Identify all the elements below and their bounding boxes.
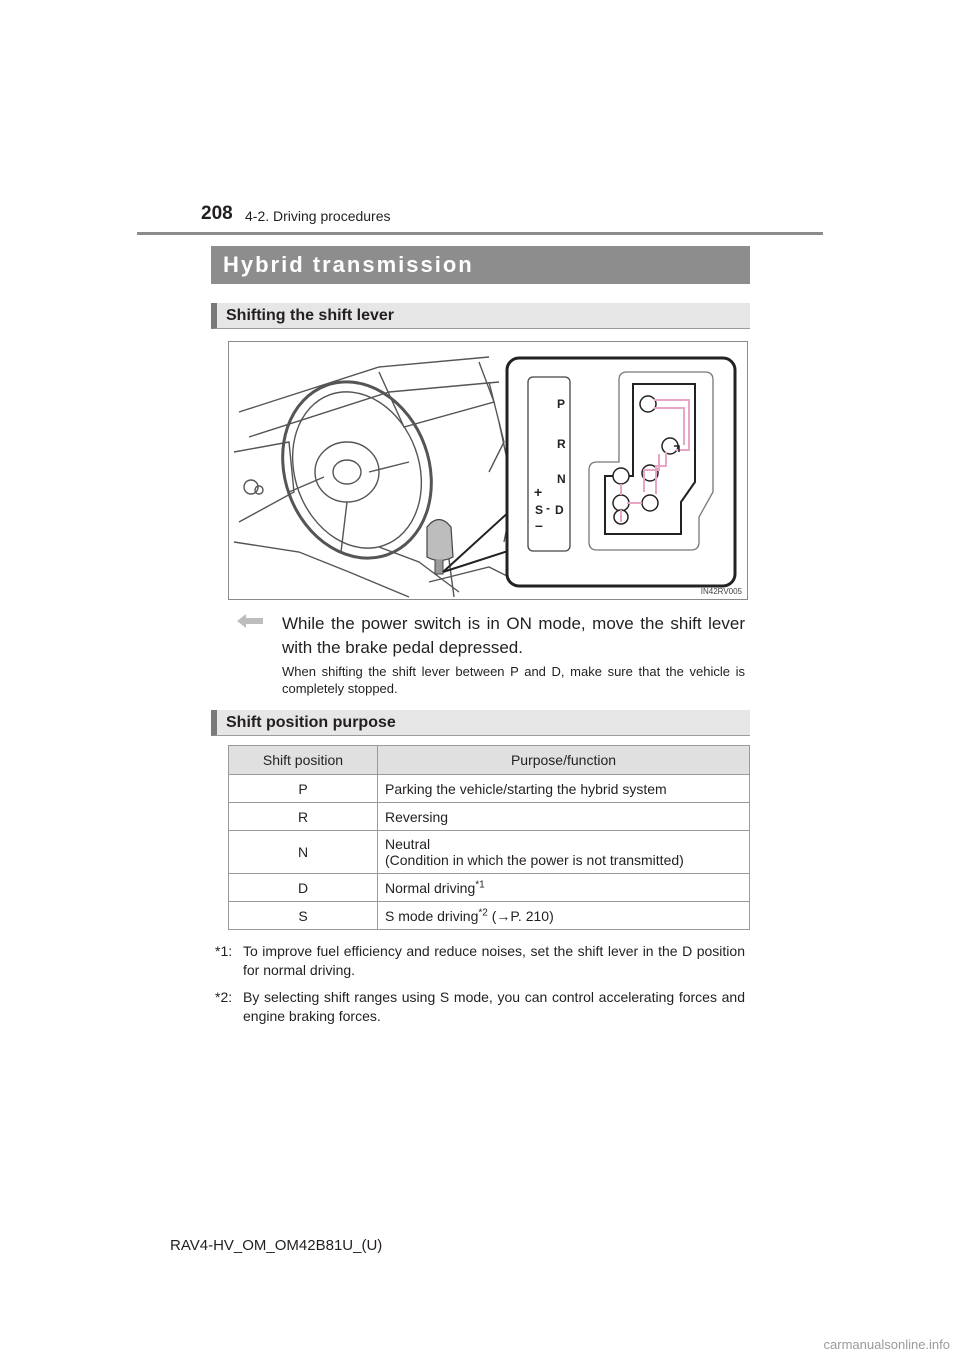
table-row <box>229 874 750 902</box>
safety-note: When shifting the shift lever between P and D, make sure that the vehicle is completely stopped. <box>282 664 745 696</box>
purpose-cell <box>378 831 750 874</box>
table-header-purpose: Purpose/function <box>378 746 750 775</box>
subhead-purpose: Shift position purpose <box>211 710 750 736</box>
footnote-1 <box>215 942 745 980</box>
document-id: RAV4-HV_OM_OM42B81U_(U) <box>170 1237 383 1254</box>
shift-position-cell: P <box>229 775 378 803</box>
purpose-cell <box>378 902 750 930</box>
purpose-cell: Reversing <box>378 803 750 831</box>
gate-label-n: N <box>557 472 566 486</box>
purpose-cell: Parking the vehicle/starting the hybrid system <box>378 775 750 803</box>
gate-label-p: P <box>557 397 566 411</box>
callout-lines <box>443 510 511 572</box>
table-row <box>229 775 750 803</box>
footnote-text: To improve fuel efficiency and reduce noises, set the shift lever in the D position for normal driving. <box>243 943 745 978</box>
arrow-left-icon <box>237 614 263 628</box>
breadcrumb: 4-2. Driving procedures <box>245 208 391 224</box>
table-header-position: Shift position <box>229 746 378 775</box>
shift-position-cell: D <box>229 874 378 902</box>
footnote-2 <box>215 988 745 1026</box>
gate-label-d: D <box>555 503 564 517</box>
shift-lever-figure <box>228 341 748 600</box>
shift-lever-illustration <box>229 342 747 599</box>
table-row <box>229 902 750 930</box>
figure-code: IN42RV005 <box>700 587 742 596</box>
purpose-main: S mode driving <box>385 907 479 924</box>
gate-label-s: S <box>535 503 544 517</box>
page-reference: (→P. 210) <box>487 907 554 924</box>
subhead-shifting: Shifting the shift lever <box>211 303 750 329</box>
purpose-note: (Condition in which the power is not transmitted) <box>385 852 684 868</box>
gate-label-plus: + <box>534 484 543 500</box>
footnote-ref: *1 <box>475 878 485 890</box>
header-rule <box>137 232 823 235</box>
page-number: 208 <box>201 203 233 224</box>
table-row <box>229 831 750 874</box>
shift-position-cell: R <box>229 803 378 831</box>
purpose-main: Neutral <box>385 836 431 852</box>
table-row <box>229 803 750 831</box>
footnote-ref: *2 <box>478 906 488 918</box>
purpose-main: Normal driving <box>385 879 476 896</box>
watermark: carmanualsonline.info <box>823 1337 950 1352</box>
footnote-mark: *1: <box>215 943 233 959</box>
footnote-text: By selecting shift ranges using S mode, you can control accelerating forces and engine braking forces. <box>243 989 745 1024</box>
section-title: Hybrid transmission <box>211 246 750 284</box>
gate-label-dash: - <box>546 501 550 515</box>
instruction-text: While the power switch is in ON mode, move the shift lever with the brake pedal depressed. <box>282 614 745 657</box>
shift-position-table <box>228 745 750 930</box>
purpose-cell <box>378 874 750 902</box>
footnote-mark: *2: <box>215 989 233 1005</box>
shift-position-cell: N <box>229 831 378 874</box>
gate-label-minus: – <box>535 517 543 533</box>
shift-position-cell: S <box>229 902 378 930</box>
gate-label-r: R <box>557 437 566 451</box>
